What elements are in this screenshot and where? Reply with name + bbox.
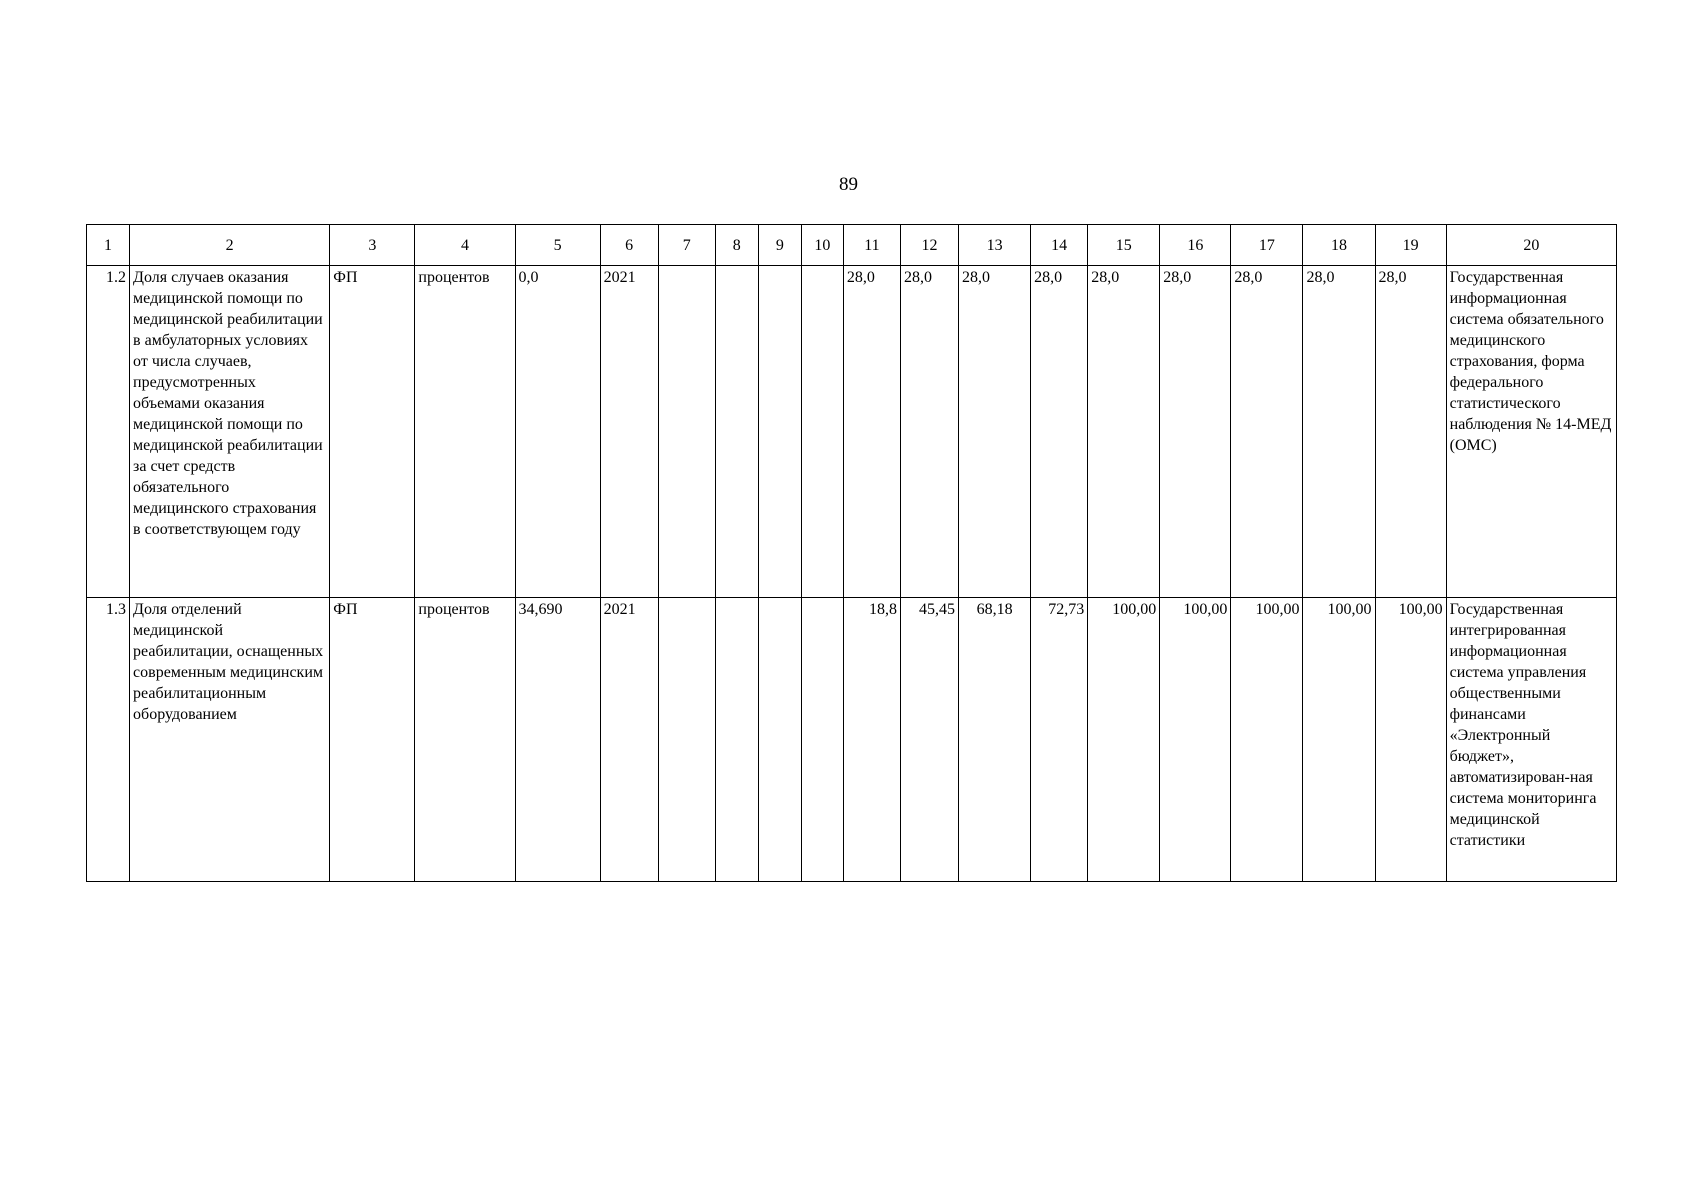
value-cell: 28,0 <box>1231 266 1303 598</box>
value-cell: 68,18 <box>959 598 1031 882</box>
header-cell: 15 <box>1088 225 1160 266</box>
header-cell: 12 <box>900 225 958 266</box>
indicator-name: Доля отделений медицинской реабилитации, оснащенных современным медицинским реабилитационным оборудованием <box>130 598 330 882</box>
value-cell: 45,45 <box>900 598 958 882</box>
table-row <box>87 598 1617 882</box>
value-cell <box>801 598 843 882</box>
value-cell: 28,0 <box>1160 266 1231 598</box>
indicator-type: ФП <box>330 598 415 882</box>
header-cell: 13 <box>959 225 1031 266</box>
value-cell: 100,00 <box>1231 598 1303 882</box>
value-cell: 28,0 <box>959 266 1031 598</box>
value-cell: 100,00 <box>1088 598 1160 882</box>
value-cell <box>758 598 801 882</box>
base-value: 0,0 <box>515 266 600 598</box>
value-cell <box>658 266 715 598</box>
value-cell <box>715 266 758 598</box>
table-row <box>87 266 1617 598</box>
header-cell: 8 <box>715 225 758 266</box>
header-cell: 18 <box>1303 225 1375 266</box>
base-value: 34,690 <box>515 598 600 882</box>
value-cell: 28,0 <box>1088 266 1160 598</box>
header-cell: 16 <box>1160 225 1231 266</box>
value-cell: 72,73 <box>1031 598 1088 882</box>
value-cell: 100,00 <box>1375 598 1446 882</box>
data-source: Государственная интегрированная информационная система управления общественными финансами «Электронный бюджет», автоматизирован-ная система мониторинга медицинской статистики <box>1446 598 1616 882</box>
header-cell: 2 <box>130 225 330 266</box>
header-cell: 17 <box>1231 225 1303 266</box>
base-year: 2021 <box>600 266 658 598</box>
header-cell: 3 <box>330 225 415 266</box>
unit: процентов <box>415 598 515 882</box>
unit: процентов <box>415 266 515 598</box>
row-number: 1.2 <box>87 266 130 598</box>
value-cell <box>801 266 843 598</box>
value-cell: 28,0 <box>1375 266 1446 598</box>
header-cell: 1 <box>87 225 130 266</box>
header-cell: 11 <box>843 225 900 266</box>
value-cell <box>715 598 758 882</box>
header-cell: 19 <box>1375 225 1446 266</box>
header-row <box>87 225 1617 266</box>
header-cell: 9 <box>758 225 801 266</box>
value-cell: 28,0 <box>1303 266 1375 598</box>
page-number: 89 <box>839 174 858 195</box>
header-cell: 4 <box>415 225 515 266</box>
data-source: Государственная информационная система обязательного медицинского страхования, форма федерального статистического наблюдения № 14-МЕД (ОМС) <box>1446 266 1616 598</box>
value-cell: 28,0 <box>900 266 958 598</box>
value-cell: 28,0 <box>1031 266 1088 598</box>
value-cell <box>658 598 715 882</box>
indicator-name: Доля случаев оказания медицинской помощи по медицинской реабилитации в амбулаторных условиях от числа случаев, предусмотренных объемами оказания медицинской помощи по медицинской реабилитации за счет средств обязательного медицинского страхования в соответствующем году <box>130 266 330 598</box>
header-cell: 7 <box>658 225 715 266</box>
header-cell: 6 <box>600 225 658 266</box>
value-cell: 18,8 <box>843 598 900 882</box>
header-cell: 20 <box>1446 225 1616 266</box>
header-cell: 5 <box>515 225 600 266</box>
base-year: 2021 <box>600 598 658 882</box>
header-cell: 14 <box>1031 225 1088 266</box>
header-cell: 10 <box>801 225 843 266</box>
value-cell: 28,0 <box>843 266 900 598</box>
value-cell <box>758 266 801 598</box>
indicator-type: ФП <box>330 266 415 598</box>
indicators-table <box>86 224 1617 882</box>
value-cell: 100,00 <box>1303 598 1375 882</box>
value-cell: 100,00 <box>1160 598 1231 882</box>
row-number: 1.3 <box>87 598 130 882</box>
